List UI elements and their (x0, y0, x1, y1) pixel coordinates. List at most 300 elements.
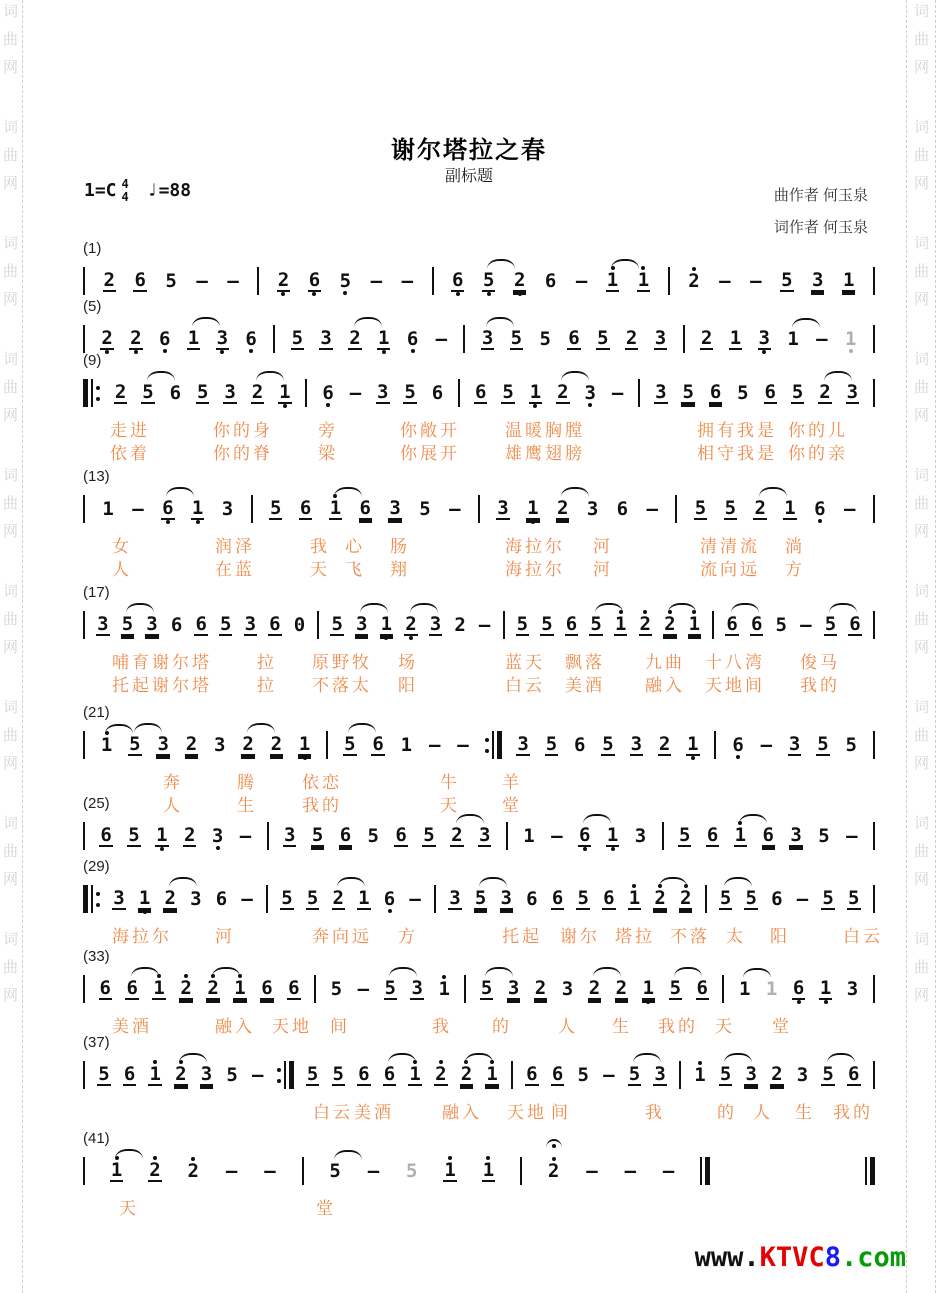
lyric-syllable: 拉 (257, 653, 277, 672)
watermark-char: 曲 (3, 31, 19, 48)
system-9 (83, 948, 891, 1035)
barline (873, 730, 875, 760)
lyric-syllable: 阳 (398, 676, 418, 695)
note-token: 2 (639, 607, 652, 644)
notation-row (83, 370, 875, 416)
note-token: 5 (306, 886, 319, 909)
note-token: 5 (602, 732, 614, 755)
note-token: 5 (541, 612, 553, 635)
note-token: 5 (628, 1057, 641, 1094)
watermark-char: 曲 (914, 379, 930, 396)
dash-note: – (435, 327, 448, 350)
note-token: 5 (724, 496, 737, 519)
note-token: 2 (277, 263, 290, 300)
lyric-syllable: 生 (612, 1017, 632, 1036)
note-token: 6 (339, 823, 352, 846)
barline (478, 494, 480, 524)
note-token: 6 (431, 381, 444, 404)
note-token: 6 (383, 882, 396, 917)
note-token: 6 (616, 497, 629, 520)
quarter-note-icon: ♩ (146, 180, 158, 202)
note-token: 1 (614, 607, 627, 644)
note-token: 2 (625, 326, 638, 349)
note-token: 3 (788, 732, 801, 755)
barline (873, 494, 875, 524)
watermark-group (914, 584, 929, 655)
note-token: 2 (241, 727, 254, 764)
note-token: 5 (474, 881, 487, 918)
watermark-group (3, 700, 18, 771)
note-token: 1 (110, 1153, 123, 1190)
note-token: 3 (216, 321, 229, 358)
note-token: 3 (497, 496, 509, 519)
note-token: 3 (630, 732, 643, 755)
lyric-syllable: 融入 (442, 1103, 482, 1122)
lyric-syllable: 白云 (843, 927, 883, 946)
note-token: 1 (693, 1058, 706, 1093)
watermark-char: 网 (914, 523, 930, 540)
notation-row (83, 1052, 875, 1098)
note-token: 2 (434, 1057, 447, 1094)
dash-note: – (409, 887, 421, 910)
note-token: 2 (547, 1154, 560, 1189)
watermark-char: 曲 (914, 959, 930, 976)
watermark-char: 曲 (3, 727, 19, 744)
watermark-char: 词 (3, 351, 19, 368)
watermark-char: 词 (914, 119, 930, 136)
note-token: 2 (679, 881, 692, 918)
time-signature: 4 4 (121, 177, 129, 204)
note-token: 5 (384, 971, 397, 1008)
watermark-char: 网 (3, 871, 19, 888)
note-token: 2 (687, 264, 700, 299)
note-token: 3 (377, 380, 389, 403)
watermark-char: 词 (3, 467, 19, 484)
barline (302, 1156, 304, 1186)
note-token: 2 (148, 1153, 161, 1190)
watermark-group (3, 584, 18, 655)
watermark-char: 曲 (914, 147, 930, 164)
octave-dot-below (531, 520, 535, 524)
lyric-syllable: 羊 (502, 773, 522, 792)
lyric-syllable: 生 (795, 1103, 815, 1122)
note-token: 5 (367, 824, 379, 847)
lyric-syllable: 方 (398, 927, 418, 946)
note-token: 6 (299, 496, 312, 519)
note-token: 1 (380, 607, 393, 644)
tempo-marking: ♩ =88 (146, 180, 192, 202)
octave-dot-below (283, 404, 287, 408)
octave-dot-below (143, 910, 147, 914)
lyrics-row (83, 1194, 875, 1217)
watermark-char: 曲 (914, 843, 930, 860)
note-token: 5 (330, 977, 343, 1000)
note-token: 3 (583, 376, 596, 411)
note-token: 3 (320, 326, 332, 349)
note-token: 2 (588, 971, 601, 1008)
lyrics-row (83, 671, 875, 694)
watermark-char: 词 (914, 351, 930, 368)
watermark-char: 词 (914, 583, 930, 600)
barline (873, 974, 875, 1004)
measure-number-label: (21) (83, 704, 110, 721)
note-token: 2 (818, 375, 831, 412)
lyric-syllable: 谢尔 (560, 927, 600, 946)
note-token: 5 (343, 727, 356, 764)
note-token: 6 (288, 976, 300, 999)
note-token: 3 (561, 977, 574, 1000)
lyric-syllable: 飘落 (565, 653, 605, 672)
lyric-syllable: 河 (215, 927, 235, 946)
lyric-syllable: 天地 (272, 1017, 312, 1036)
note-token: 5 (669, 971, 682, 1008)
note-token: 6 (603, 886, 615, 909)
lyric-syllable: 你敞开 (400, 421, 460, 440)
measure-number-label: (25) (83, 795, 110, 812)
note-token: 5 (98, 1062, 110, 1085)
note-token: 2 (129, 321, 142, 358)
barline (434, 884, 436, 914)
note-token: 1 (844, 322, 857, 357)
lyric-syllable: 温暖胸膛 (505, 421, 585, 440)
barline (83, 974, 85, 1004)
note-token: 6 (568, 326, 580, 349)
rest-space (735, 1171, 840, 1172)
note-token: 5 (824, 607, 837, 644)
note-token: 6 (269, 612, 281, 635)
rest-note: 0 (293, 613, 306, 636)
note-token: 3 (796, 1063, 809, 1086)
note-token: 6 (134, 268, 146, 291)
watermark-char: 曲 (914, 495, 930, 512)
lyric-syllable: 天 (715, 1017, 735, 1036)
note-token: 2 (556, 491, 569, 528)
note-token: 2 (454, 613, 466, 636)
note-token: 5 (678, 823, 691, 846)
note-token: 5 (196, 380, 209, 403)
dash-note: – (428, 733, 441, 756)
note-token: 3 (355, 607, 368, 644)
dash-note: – (196, 269, 208, 292)
octave-dot-below (797, 1000, 801, 1004)
dash-note: – (760, 733, 773, 756)
system-7 (83, 795, 891, 859)
dash-note: – (252, 1063, 264, 1086)
note-token: 1 (278, 375, 291, 412)
note-token: 5 (791, 380, 804, 403)
note-token: 5 (510, 326, 523, 349)
lyric-syllable: 你展开 (400, 444, 460, 463)
watermark-char: 词 (914, 235, 930, 252)
note-token: 5 (306, 1062, 319, 1085)
watermark-group (914, 352, 929, 423)
dash-note: – (816, 327, 828, 350)
lyric-syllable: 拥有我是 (697, 421, 777, 440)
lyric-syllable: 融入 (645, 676, 685, 695)
note-token: 1 (187, 321, 200, 358)
barline (273, 324, 275, 354)
note-token: 6 (750, 612, 763, 635)
lyric-syllable: 河 (593, 537, 613, 556)
dash-note: – (370, 269, 383, 292)
note-token: 6 (813, 492, 826, 527)
watermark-char: 网 (914, 987, 930, 1004)
barline (511, 1060, 513, 1090)
note-token: 2 (615, 976, 628, 999)
lyric-syllable: 你的身 (213, 421, 273, 440)
note-token: 1 (408, 1057, 421, 1094)
site-logo-segment: KTVC (759, 1242, 825, 1273)
note-token: 6 (215, 887, 228, 910)
left-dashed-rule (22, 0, 23, 1293)
note-token: 1 (329, 491, 342, 528)
note-token: 6 (771, 887, 783, 910)
barline (865, 1156, 875, 1186)
octave-dot-below (611, 847, 615, 851)
dash-note: – (357, 977, 370, 1000)
note-token: 2 (513, 263, 526, 300)
watermark-char: 词 (914, 815, 930, 832)
note-token: 2 (187, 1154, 200, 1189)
barline (873, 378, 875, 408)
note-token: 1 (377, 321, 390, 358)
dash-note: – (662, 1159, 675, 1182)
watermark-char: 词 (3, 931, 19, 948)
note-token: 2 (270, 732, 283, 755)
measure-number-label: (9) (83, 352, 102, 369)
note-token: 3 (790, 823, 802, 846)
barline (638, 378, 640, 408)
note-token: 3 (283, 823, 296, 846)
note-token: 5 (737, 381, 749, 404)
note-token: 5 (423, 823, 435, 846)
watermark-char: 词 (3, 815, 19, 832)
lyric-syllable: 腾 (237, 773, 257, 792)
octave-dot-below (824, 1000, 828, 1004)
lyric-syllable: 天 (310, 560, 330, 579)
barline (305, 378, 307, 408)
lyrics-row (83, 416, 875, 439)
watermark-char: 词 (3, 583, 19, 600)
watermark-char: 网 (3, 987, 19, 1004)
site-logo-segment: 8 (824, 1242, 841, 1273)
octave-dot-below (384, 636, 388, 640)
lyric-syllable: 女 (112, 537, 132, 556)
note-token: 1 (102, 497, 114, 520)
note-token: 6 (706, 823, 719, 846)
octave-dot-below (691, 756, 695, 760)
barline (705, 884, 707, 914)
dash-note: – (800, 613, 812, 636)
note-token: 5 (291, 326, 304, 349)
note-token: 5 (719, 881, 732, 918)
dash-note: – (132, 497, 144, 520)
lyric-syllable: 依着 (110, 444, 150, 463)
barline (873, 324, 875, 354)
lyricist-credit: 词作者 何玉泉 (773, 219, 868, 236)
watermark-char: 网 (3, 291, 19, 308)
barline (267, 821, 269, 851)
measure-number-label: (41) (83, 1130, 110, 1147)
note-token: 2 (534, 976, 547, 999)
system-1 (83, 240, 891, 304)
note-token: 2 (174, 1057, 187, 1094)
lyric-syllable: 奔 (163, 773, 183, 792)
barline (432, 266, 434, 296)
watermark-group (3, 4, 18, 75)
barline (83, 378, 100, 408)
barline (873, 610, 875, 640)
lyric-syllable: 相守我是 (697, 444, 777, 463)
lyric-syllable: 白云 (313, 1103, 353, 1122)
note-token: 1 (819, 971, 832, 1008)
system-3 (83, 352, 891, 462)
slur-arc (334, 1150, 362, 1160)
notation-row (83, 602, 875, 648)
note-token: 3 (113, 886, 125, 909)
lyric-syllable: 河 (593, 560, 613, 579)
lyric-syllable: 心 (345, 537, 365, 556)
note-token: 6 (764, 380, 776, 403)
dash-note: – (586, 1159, 598, 1182)
watermark-char: 词 (914, 3, 930, 20)
octave-dot-below (487, 292, 491, 296)
system-5 (83, 584, 891, 694)
note-token: 5 (339, 264, 352, 299)
note-token: 2 (251, 375, 264, 412)
lyric-syllable: 你的脊 (213, 444, 273, 463)
lyric-syllable: 蓝天 (505, 653, 545, 672)
dash-note: – (401, 269, 414, 292)
note-token: 6 (849, 612, 861, 635)
notation-row (83, 1148, 875, 1194)
note-token: 5 (694, 496, 707, 519)
note-token: 3 (654, 1062, 666, 1085)
note-token: 6 (551, 1062, 564, 1085)
lyric-syllable: 我的 (800, 676, 840, 695)
watermark-char: 曲 (3, 147, 19, 164)
watermark-char: 曲 (3, 495, 19, 512)
note-token: 3 (389, 496, 401, 519)
note-token: 6 (725, 607, 738, 644)
note-token: 1 (688, 607, 701, 644)
barline (314, 974, 316, 1004)
note-token: 6 (169, 381, 182, 404)
lyric-syllable: 堂 (502, 796, 522, 815)
lyric-syllable: 肠 (390, 537, 410, 556)
notation-row (83, 486, 875, 532)
octave-dot-below (583, 847, 587, 851)
watermark-char: 网 (3, 639, 19, 656)
note-token: 6 (161, 491, 174, 528)
watermark-char: 词 (914, 931, 930, 948)
note-token: 1 (148, 1057, 161, 1094)
watermark-group (914, 816, 929, 887)
note-token: 6 (526, 887, 538, 910)
note-token: 6 (451, 263, 464, 300)
lyric-syllable: 美酒 (354, 1103, 394, 1122)
note-token: 3 (745, 1062, 757, 1085)
lyric-syllable: 天 (440, 796, 460, 815)
lyric-syllable: 海拉尔 (505, 560, 565, 579)
note-token: 3 (846, 977, 859, 1000)
lyric-syllable: 我 (310, 537, 330, 556)
system-10 (83, 1034, 891, 1121)
note-token: 6 (125, 971, 138, 1008)
right-dashed-rule (906, 0, 907, 1293)
watermark-char: 曲 (3, 263, 19, 280)
note-token: 3 (507, 976, 520, 999)
watermark-group (3, 468, 18, 539)
watermark-group (3, 352, 18, 423)
note-token: 3 (214, 733, 226, 756)
dash-note: – (239, 824, 252, 847)
note-token: 3 (846, 380, 859, 403)
note-token: 2 (658, 732, 671, 755)
watermark-char: 曲 (3, 959, 19, 976)
watermark-char: 曲 (914, 31, 930, 48)
note-token: 1 (443, 1153, 456, 1190)
note-token: 5 (848, 886, 860, 909)
lyric-syllable: 阳 (770, 927, 790, 946)
note-token: 6 (475, 380, 487, 403)
site-logo-segment: www. (694, 1242, 760, 1273)
octave-dot-below (533, 404, 537, 408)
lyric-syllable: 俊马 (800, 653, 840, 672)
dash-note: – (457, 733, 469, 756)
note-token: 6 (792, 971, 805, 1008)
note-token: 5 (589, 607, 602, 644)
note-token: 2 (404, 607, 417, 644)
lyric-syllable: 融入 (215, 1017, 255, 1036)
note-token: 5 (165, 269, 177, 292)
lyric-syllable: 十八湾 (705, 653, 765, 672)
watermark-char: 网 (914, 175, 930, 192)
dash-note: – (449, 497, 461, 520)
note-token: 1 (100, 728, 113, 763)
note-token: 1 (400, 733, 413, 756)
lyric-syllable: 天地 (507, 1103, 547, 1122)
lyric-syllable: 白云 (505, 676, 545, 695)
dash-note: – (750, 269, 762, 292)
note-token: 6 (100, 823, 112, 846)
note-token: 6 (696, 976, 708, 999)
watermark-char: 曲 (3, 843, 19, 860)
key-signature (84, 178, 191, 203)
barline (83, 610, 85, 640)
octave-dot-below (196, 520, 200, 524)
note-token: 5 (406, 1159, 418, 1182)
note-token: 6 (544, 269, 557, 292)
barline (675, 494, 677, 524)
watermark-group (3, 236, 18, 307)
lyrics-row (83, 439, 875, 462)
barline (873, 266, 875, 296)
note-token: 5 (775, 613, 787, 636)
site-logo (695, 1242, 906, 1273)
note-token: 3 (157, 732, 169, 755)
measure-number-label: (5) (83, 298, 102, 315)
note-token: 1 (298, 727, 311, 764)
measure-number-label: (13) (83, 468, 110, 485)
note-token: 6 (99, 976, 111, 999)
lyric-syllable: 旁 (318, 421, 338, 440)
note-token: 5 (128, 727, 141, 764)
lyric-syllable: 的 (717, 1103, 737, 1122)
note-token: 5 (328, 1154, 341, 1189)
lyric-syllable: 我 (645, 1103, 665, 1122)
note-token: 3 (224, 380, 236, 403)
